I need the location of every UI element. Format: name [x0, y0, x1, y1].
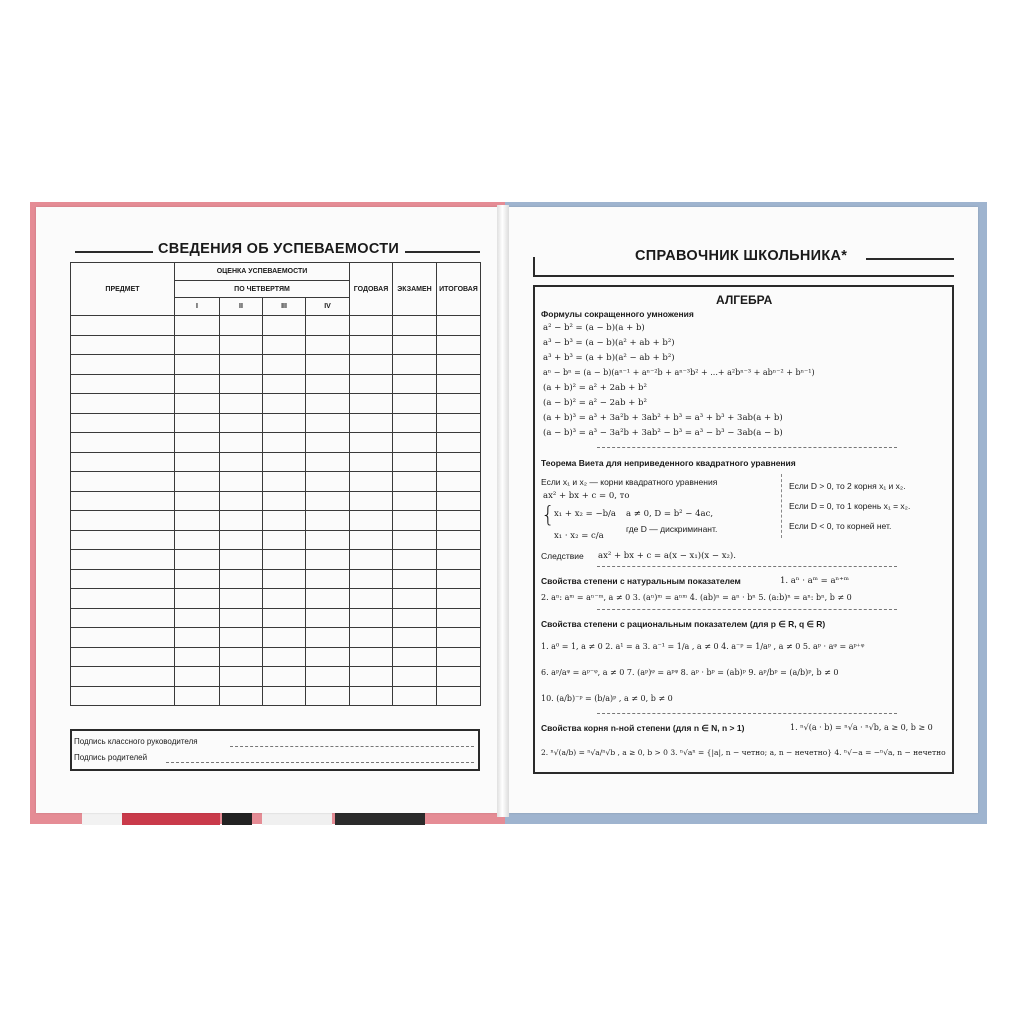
grade-cell[interactable] — [263, 413, 306, 433]
grade-cell[interactable] — [437, 316, 481, 336]
cover-strip-white-2 — [262, 813, 332, 825]
formula-line: (a + b)³ = a³ + 3a²b + 3ab² + b³ = a³ + b³ + 3ab(a + b) — [543, 413, 783, 423]
grade-cell[interactable] — [306, 608, 350, 628]
subject-cell[interactable] — [71, 628, 175, 648]
grade-cell[interactable] — [220, 472, 263, 492]
grade-cell[interactable] — [393, 686, 437, 706]
parents-signature-line[interactable] — [166, 762, 474, 763]
grade-cell[interactable] — [393, 433, 437, 453]
grade-cell[interactable] — [306, 589, 350, 609]
title-bracket — [533, 257, 954, 277]
grade-cell[interactable] — [350, 686, 393, 706]
grade-cell[interactable] — [350, 628, 393, 648]
vieta-title: Теорема Виета для неприведенного квадратного уравнения — [541, 458, 796, 468]
grade-cell[interactable] — [220, 433, 263, 453]
grade-cell[interactable] — [350, 452, 393, 472]
quarters-header: ПО ЧЕТВЕРТЯМ — [175, 281, 350, 298]
rational-powers-title: Свойства степени с рациональным показателем (для p ∈ R, q ∈ R) — [541, 619, 826, 629]
grade-cell[interactable] — [306, 530, 350, 550]
grade-cell[interactable] — [263, 686, 306, 706]
grade-cell[interactable] — [220, 530, 263, 550]
grade-cell[interactable] — [350, 355, 393, 375]
subject-cell[interactable] — [71, 511, 175, 531]
grade-cell[interactable] — [220, 335, 263, 355]
subject-cell[interactable] — [71, 433, 175, 453]
subject-header: ПРЕДМЕТ — [71, 263, 175, 316]
grade-cell[interactable] — [306, 355, 350, 375]
grade-cell[interactable] — [306, 316, 350, 336]
separator — [597, 566, 897, 567]
grade-cell[interactable] — [220, 686, 263, 706]
grade-cell[interactable] — [437, 511, 481, 531]
grade-cell[interactable] — [263, 667, 306, 687]
vieta-equation: ax² + bx + c = 0, то — [543, 491, 630, 501]
roots-title: Свойства корня n-ной степени (для n ∈ N, n > 1) — [541, 723, 745, 733]
grade-cell[interactable] — [220, 316, 263, 336]
grade-cell[interactable] — [393, 589, 437, 609]
grade-cell[interactable] — [437, 569, 481, 589]
grade-cell[interactable] — [175, 413, 220, 433]
grade-cell[interactable] — [306, 686, 350, 706]
grade-cell[interactable] — [220, 608, 263, 628]
left-page-title: СВЕДЕНИЯ ОБ УСПЕВАЕМОСТИ — [158, 241, 400, 257]
grade-cell[interactable] — [350, 335, 393, 355]
brace-icon: { — [541, 503, 555, 528]
formula-line: a³ + b³ = (a + b)(a² − ab + b²) — [543, 353, 675, 363]
grade-cell[interactable] — [175, 374, 220, 394]
grade-cell[interactable] — [393, 608, 437, 628]
subject-cell[interactable] — [71, 569, 175, 589]
grade-cell[interactable] — [220, 374, 263, 394]
subject-cell[interactable] — [71, 589, 175, 609]
grade-cell[interactable] — [350, 374, 393, 394]
grade-cell[interactable] — [220, 413, 263, 433]
grade-cell[interactable] — [350, 667, 393, 687]
grade-cell[interactable] — [393, 628, 437, 648]
grade-cell[interactable] — [393, 355, 437, 375]
grade-cell[interactable] — [393, 550, 437, 570]
grade-cell[interactable] — [437, 374, 481, 394]
grade-cell[interactable] — [393, 316, 437, 336]
grade-cell[interactable] — [263, 608, 306, 628]
grade-cell[interactable] — [175, 667, 220, 687]
signature-box — [70, 729, 480, 771]
grade-row — [71, 686, 481, 706]
grade-cell[interactable] — [263, 511, 306, 531]
grade-cell[interactable] — [220, 647, 263, 667]
root-property-1: 1. ⁿ√(a · b) = ⁿ√a · ⁿ√b, a ≥ 0, b ≥ 0 — [790, 723, 933, 732]
grade-cell[interactable] — [175, 452, 220, 472]
grade-cell[interactable] — [350, 472, 393, 492]
separator — [597, 609, 897, 610]
grade-cell[interactable] — [220, 511, 263, 531]
grade-cell[interactable] — [393, 491, 437, 511]
title-rule-left — [75, 251, 153, 253]
grade-cell[interactable] — [175, 511, 220, 531]
grade-cell[interactable] — [437, 550, 481, 570]
formula-line: (a − b)² = a² − 2ab + b² — [543, 398, 647, 408]
grades-table — [70, 262, 481, 706]
grade-cell[interactable] — [263, 335, 306, 355]
grade-row — [71, 355, 481, 375]
grade-cell[interactable] — [306, 628, 350, 648]
grade-cell[interactable] — [393, 374, 437, 394]
grade-cell[interactable] — [263, 530, 306, 550]
grade-cell[interactable] — [263, 491, 306, 511]
subject-cell[interactable] — [71, 667, 175, 687]
quarter-4-header: IV — [306, 298, 350, 316]
grades-header: ОЦЕНКА УСПЕВАЕМОСТИ — [175, 263, 350, 281]
grade-cell[interactable] — [350, 394, 393, 414]
grade-cell[interactable] — [263, 316, 306, 336]
corollary-formula: ax² + bx + c = a(x − x₁)(x − x₂). — [598, 551, 736, 561]
cover-strip-white — [82, 813, 122, 825]
grade-cell[interactable] — [393, 335, 437, 355]
grade-cell[interactable] — [220, 355, 263, 375]
grade-cell[interactable] — [175, 355, 220, 375]
grade-row — [71, 394, 481, 414]
grade-cell[interactable] — [437, 413, 481, 433]
grade-cell[interactable] — [263, 472, 306, 492]
grade-cell[interactable] — [306, 433, 350, 453]
subject-cell[interactable] — [71, 374, 175, 394]
grade-cell[interactable] — [220, 569, 263, 589]
grade-cell[interactable] — [437, 667, 481, 687]
grade-cell[interactable] — [220, 491, 263, 511]
grade-cell[interactable] — [306, 647, 350, 667]
grade-cell[interactable] — [263, 452, 306, 472]
cover-strip-dark — [222, 813, 252, 825]
grade-cell[interactable] — [437, 530, 481, 550]
grade-cell[interactable] — [220, 628, 263, 648]
grade-cell[interactable] — [306, 491, 350, 511]
vieta-if-roots: Если x₁ и x₂ — корни квадратного уравнения — [541, 477, 718, 487]
grade-cell[interactable] — [437, 491, 481, 511]
grade-cell[interactable] — [393, 394, 437, 414]
parents-signature-label: Подпись родителей — [74, 753, 148, 762]
grade-cell[interactable] — [350, 491, 393, 511]
subject-cell[interactable] — [71, 686, 175, 706]
vieta-d-zero: Если D = 0, то 1 корень x₁ = x₂. — [789, 501, 911, 511]
rational-powers-line-1: 1. a⁰ = 1, a ≠ 0 2. a¹ = a 3. a⁻¹ = 1/a , a ≠ 0 4. a⁻ᵖ = 1/aᵖ , a ≠ 0 5. aᵖ · aᵠ = aᵖ⁺ᵠ — [541, 642, 865, 651]
formula-line: a³ − b³ = (a − b)(a² + ab + b²) — [543, 338, 675, 348]
grade-cell[interactable] — [437, 355, 481, 375]
grade-cell[interactable] — [306, 472, 350, 492]
roots-line: 2. ⁿ√(a/b) = ⁿ√a/ⁿ√b , a ≥ 0, b > 0 3. ⁿ√aⁿ = {|a|, n − четно; a, n − нечетно} 4. ⁿ√−a = −ⁿ√a, n − нечетно — [541, 748, 946, 757]
grade-cell[interactable] — [306, 511, 350, 531]
corollary-label: Следствие — [541, 551, 584, 561]
grade-row — [71, 647, 481, 667]
grade-cell[interactable] — [263, 394, 306, 414]
grade-cell[interactable] — [306, 667, 350, 687]
natural-powers-line: 2. aⁿ: aᵐ = aⁿ⁻ᵐ, a ≠ 0 3. (aⁿ)ᵐ = aⁿᵐ 4. (ab)ⁿ = aⁿ · bⁿ 5. (a:b)ⁿ = aⁿ: bⁿ, b ≠ 0 — [541, 593, 852, 602]
grade-cell[interactable] — [350, 569, 393, 589]
grade-cell[interactable] — [437, 608, 481, 628]
rational-powers-line-3: 10. (a/b)⁻ᵖ = (b/a)ᵖ , a ≠ 0, b ≠ 0 — [541, 694, 673, 703]
grade-cell[interactable] — [175, 647, 220, 667]
teacher-signature-line[interactable] — [230, 746, 474, 747]
grade-cell[interactable] — [393, 647, 437, 667]
grade-row — [71, 550, 481, 570]
grade-cell[interactable] — [175, 335, 220, 355]
grade-cell[interactable] — [393, 511, 437, 531]
formula-line: a² − b² = (a − b)(a + b) — [543, 323, 645, 333]
grade-row — [71, 569, 481, 589]
formula-line: (a + b)² = a² + 2ab + b² — [543, 383, 647, 393]
grade-cell[interactable] — [306, 394, 350, 414]
grade-row — [71, 628, 481, 648]
grade-row — [71, 472, 481, 492]
grade-cell[interactable] — [350, 413, 393, 433]
cover-strip-red — [122, 813, 220, 825]
right-page-title: СПРАВОЧНИК ШКОЛЬНИКА* — [635, 248, 848, 264]
grade-cell[interactable] — [393, 413, 437, 433]
separator — [597, 713, 897, 714]
final-header: ИТОГОВАЯ — [437, 263, 481, 316]
grade-cell[interactable] — [393, 569, 437, 589]
subject-cell[interactable] — [71, 316, 175, 336]
grade-cell[interactable] — [306, 374, 350, 394]
subject-cell[interactable] — [71, 647, 175, 667]
rational-powers-line-2: 6. aᵖ/aᵠ = aᵖ⁻ᵠ, a ≠ 0 7. (aᵖ)ᵠ = aᵖᵠ 8. aᵖ · bᵖ = (ab)ᵖ 9. aᵖ/bᵖ = (a/b)ᵖ, b ≠ 0 — [541, 668, 839, 677]
grade-cell[interactable] — [350, 511, 393, 531]
exam-header: ЭКЗАМЕН — [393, 263, 437, 316]
grade-cell[interactable] — [437, 394, 481, 414]
grade-cell[interactable] — [393, 667, 437, 687]
grade-cell[interactable] — [175, 550, 220, 570]
grade-cell[interactable] — [306, 335, 350, 355]
grade-cell[interactable] — [350, 530, 393, 550]
teacher-signature-label: Подпись классного руководителя — [74, 737, 198, 746]
subject-cell[interactable] — [71, 530, 175, 550]
grade-cell[interactable] — [220, 394, 263, 414]
grade-cell[interactable] — [175, 686, 220, 706]
grade-row — [71, 374, 481, 394]
grade-cell[interactable] — [350, 589, 393, 609]
grade-cell[interactable] — [263, 569, 306, 589]
grade-row — [71, 433, 481, 453]
formula-line: aⁿ − bⁿ = (a − b)(aⁿ⁻¹ + aⁿ⁻²b + aⁿ⁻³b² + ...+ a²bⁿ⁻³ + abⁿ⁻² + bⁿ⁻¹) — [543, 368, 815, 377]
subject-cell[interactable] — [71, 413, 175, 433]
grade-cell[interactable] — [175, 472, 220, 492]
grade-cell[interactable] — [350, 647, 393, 667]
grade-cell[interactable] — [306, 550, 350, 570]
year-header: ГОДОВАЯ — [350, 263, 393, 316]
grade-cell[interactable] — [393, 530, 437, 550]
grade-cell[interactable] — [263, 355, 306, 375]
grade-cell[interactable] — [393, 452, 437, 472]
grade-row — [71, 491, 481, 511]
grade-cell[interactable] — [437, 628, 481, 648]
subject-cell[interactable] — [71, 335, 175, 355]
algebra-title: АЛГЕБРА — [716, 293, 773, 307]
formula-line: (a − b)³ = a³ − 3a²b + 3ab² − b³ = a³ − b³ − 3ab(a − b) — [543, 428, 783, 438]
grade-cell[interactable] — [175, 589, 220, 609]
subject-cell[interactable] — [71, 452, 175, 472]
grade-cell[interactable] — [263, 628, 306, 648]
grade-cell[interactable] — [437, 433, 481, 453]
grade-cell[interactable] — [437, 686, 481, 706]
grade-row — [71, 413, 481, 433]
grade-row — [71, 335, 481, 355]
grade-cell[interactable] — [175, 316, 220, 336]
subject-cell[interactable] — [71, 608, 175, 628]
grade-cell[interactable] — [220, 589, 263, 609]
grade-cell[interactable] — [263, 433, 306, 453]
quarter-2-header: II — [220, 298, 263, 316]
quarter-3-header: III — [263, 298, 306, 316]
subject-cell[interactable] — [71, 491, 175, 511]
grade-row — [71, 608, 481, 628]
grade-cell[interactable] — [175, 433, 220, 453]
grade-cell[interactable] — [437, 452, 481, 472]
grade-cell[interactable] — [437, 472, 481, 492]
separator — [597, 447, 897, 448]
grade-cell[interactable] — [263, 589, 306, 609]
grade-cell[interactable] — [263, 647, 306, 667]
vieta-product: x₁ · x₂ = c/a — [554, 531, 604, 541]
grade-cell[interactable] — [220, 550, 263, 570]
grade-cell[interactable] — [393, 472, 437, 492]
grade-cell[interactable] — [437, 647, 481, 667]
subject-cell[interactable] — [71, 355, 175, 375]
abbreviated-formulas-title: Формулы сокращенного умножения — [541, 309, 694, 319]
grade-cell[interactable] — [175, 394, 220, 414]
grade-cell[interactable] — [175, 530, 220, 550]
grade-cell[interactable] — [350, 433, 393, 453]
grade-cell[interactable] — [437, 589, 481, 609]
grade-cell[interactable] — [175, 608, 220, 628]
subject-cell[interactable] — [71, 550, 175, 570]
grade-cell[interactable] — [263, 550, 306, 570]
grade-cell[interactable] — [220, 452, 263, 472]
vieta-where: где D — дискриминант. — [626, 524, 718, 534]
notebook-spine — [497, 205, 509, 817]
vieta-d-positive: Если D > 0, то 2 корня x₁ и x₂. — [789, 481, 906, 491]
grade-cell[interactable] — [263, 374, 306, 394]
vieta-sum: x₁ + x₂ = −b/a — [554, 509, 616, 519]
grade-cell[interactable] — [175, 628, 220, 648]
grade-row — [71, 511, 481, 531]
vieta-condition: a ≠ 0, D = b² − 4ac, — [626, 509, 714, 519]
title-rule-right — [405, 251, 480, 253]
grade-cell[interactable] — [220, 667, 263, 687]
grade-cell[interactable] — [306, 452, 350, 472]
grade-cell[interactable] — [306, 413, 350, 433]
grade-row — [71, 316, 481, 336]
grade-cell[interactable] — [350, 316, 393, 336]
grade-row — [71, 589, 481, 609]
grade-cell[interactable] — [437, 335, 481, 355]
natural-power-1: 1. aⁿ · aᵐ = aⁿ⁺ᵐ — [780, 576, 849, 586]
cover-strip-dark-2 — [335, 813, 425, 825]
natural-powers-title: Свойства степени с натуральным показателем — [541, 576, 741, 586]
grade-cell[interactable] — [350, 550, 393, 570]
grade-cell[interactable] — [175, 491, 220, 511]
grade-row — [71, 530, 481, 550]
vieta-d-negative: Если D < 0, то корней нет. — [789, 521, 892, 531]
grade-cell[interactable] — [306, 569, 350, 589]
subject-cell[interactable] — [71, 472, 175, 492]
quarter-1-header: I — [175, 298, 220, 316]
subject-cell[interactable] — [71, 394, 175, 414]
vieta-divider — [781, 474, 782, 538]
grade-row — [71, 452, 481, 472]
grade-row — [71, 667, 481, 687]
grade-cell[interactable] — [175, 569, 220, 589]
grade-cell[interactable] — [350, 608, 393, 628]
